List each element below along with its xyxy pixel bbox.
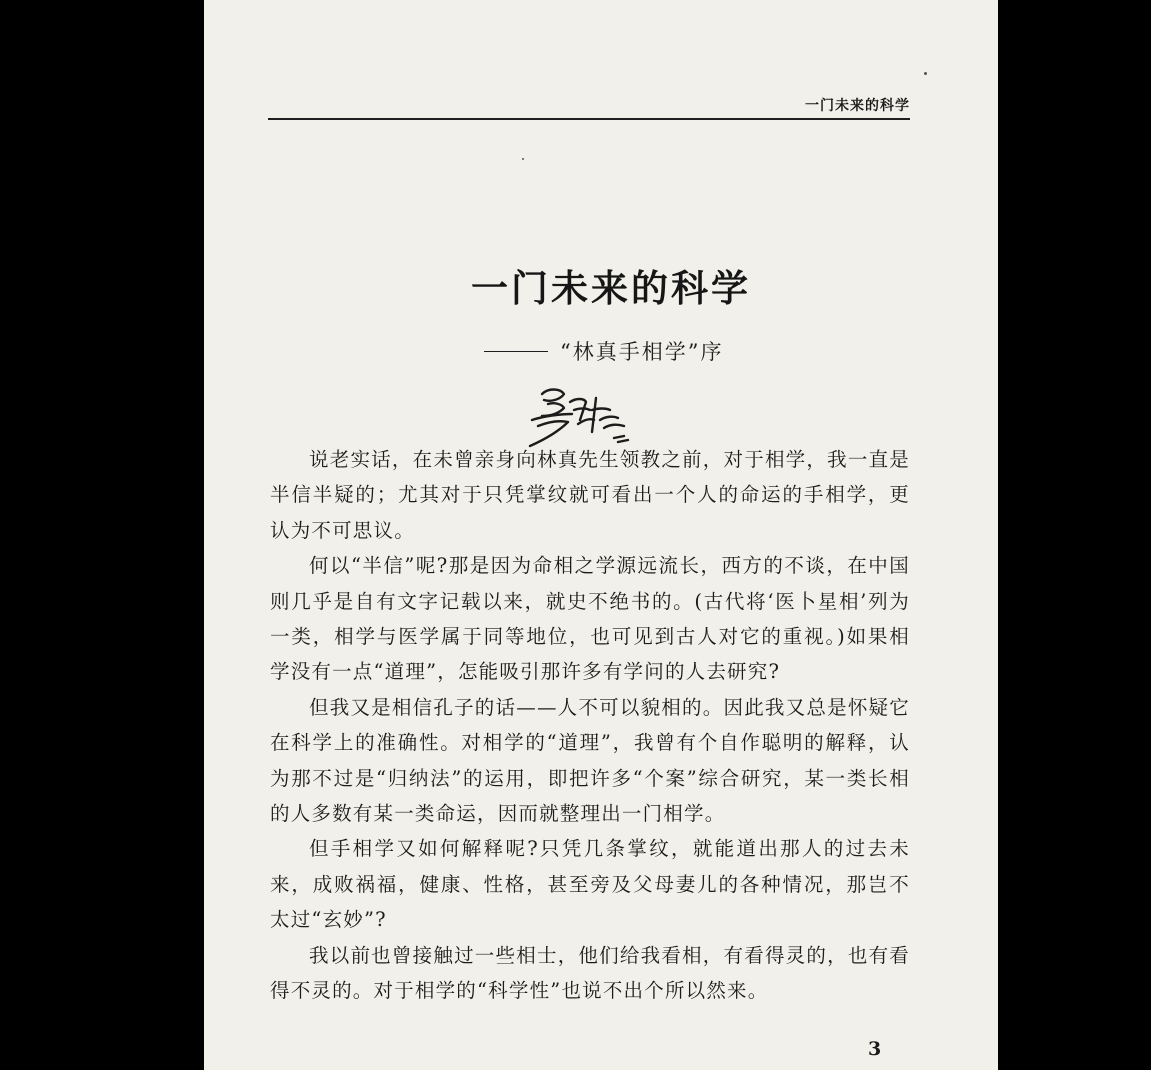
chapter-subtitle bbox=[484, 336, 723, 366]
paragraph: 我以前也曾接触过一些相士，他们给我看相，有看得灵的，也有看得不灵的。对于相学的“科学性”也说不出个所以然来。 bbox=[270, 943, 910, 1003]
paper-speck bbox=[924, 72, 927, 75]
paragraph: 但我又是相信孔子的话——人不可以貌相的。因此我又总是怀疑它在科学上的准确性。对相学的“道理”，我曾有个自作聪明的解释，认为那不过是“归纳法”的运用，即把许多“个案”综合研究，某一类长相的人多数有某一类命运，因而就整理出一门相学。 bbox=[270, 695, 910, 826]
paragraph: 何以“半信”呢?那是因为命相之学源远流长，西方的不谈，在中国则几乎是自有文字记载以来，就史不绝书的。(古代将‘医卜星相’列为一类，相学与医学属于同等地位，也可见到古人对它的重视。)如果相学没有一点“道理”，怎能吸引那许多有学问的人去研究? bbox=[270, 554, 910, 684]
subtitle-text: “林真手相学”序 bbox=[560, 340, 724, 364]
running-head: 一门未来的科学 bbox=[805, 98, 910, 114]
paragraph: 但手相学又如何解释呢?只凭几条掌纹，就能道出那人的过去未来，成败祸福，健康、性格，甚至旁及父母妻儿的各种情况，那岂不太过“玄妙”? bbox=[270, 837, 910, 932]
body-text bbox=[270, 442, 910, 1009]
chapter-title: 一门未来的科学 bbox=[471, 267, 751, 310]
paper-speck bbox=[522, 158, 524, 160]
signature-stroke bbox=[592, 398, 624, 432]
header-rule bbox=[268, 118, 910, 120]
paragraph: 说老实话，在未曾亲身向林真先生领教之前，对于相学，我一直是半信半疑的；尤其对于只凭掌纹就可看出一个人的命运的手相学，更认为不可思议。 bbox=[270, 448, 910, 542]
signature-stroke bbox=[542, 390, 564, 417]
page-number: 3 bbox=[868, 1038, 882, 1060]
book-page bbox=[204, 0, 998, 1070]
signature-stroke bbox=[570, 399, 594, 424]
em-dash-rule bbox=[484, 351, 548, 352]
